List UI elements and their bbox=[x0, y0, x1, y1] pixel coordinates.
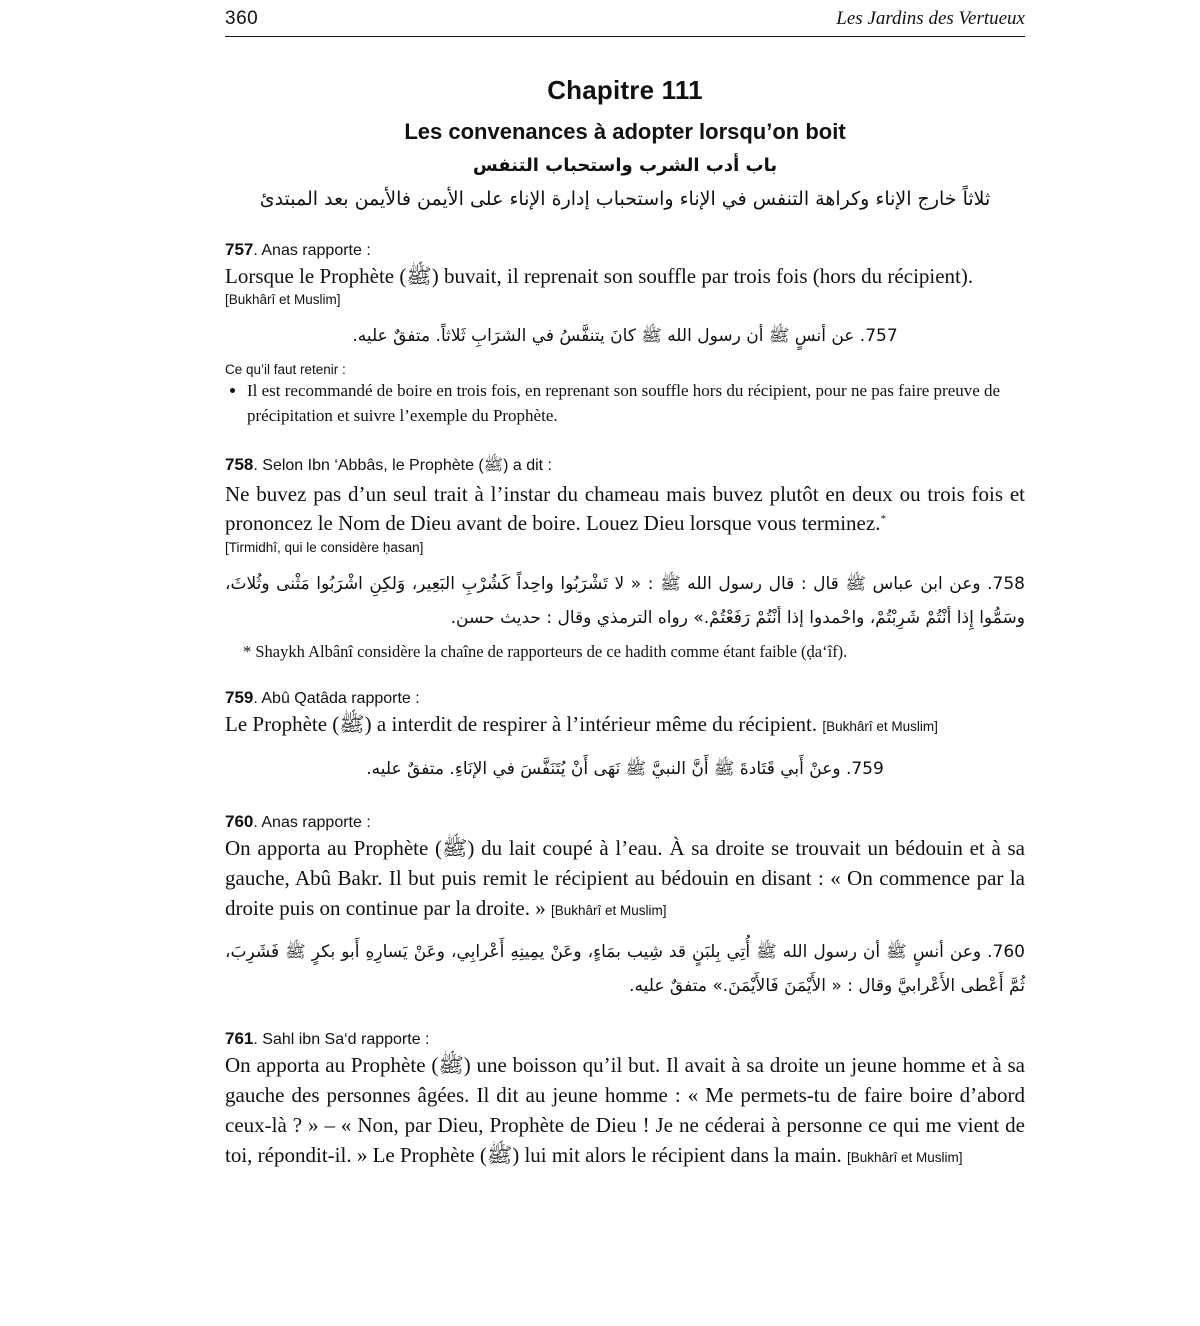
hadith-narrator: . Anas rapporte : bbox=[253, 814, 371, 832]
book-title: Les Jardins des Vertueux bbox=[836, 8, 1025, 29]
hadith-entry bbox=[225, 455, 1025, 663]
hadith-text-arabic: 757. عن أنسٍ ﷺ أن رسول الله ﷺ كانَ يتنفَّسُ في الشرَابِ ثَلاثاً. متفقٌ عليه. bbox=[352, 326, 898, 347]
footnote-marker: * bbox=[880, 513, 886, 526]
hadith-source: [Bukhârî et Muslim] bbox=[822, 719, 938, 735]
hadith-body: On apporta au Prophète (ﷺ) une boisson qu’il but. Il avait à sa droite un jeune homme et à sa gauche des personnes âgées. Il dit au jeune homme : « Me permets-tu de faire boire d’abord ceux-là ? » – « Non, par Dieu, Prophète de Dieu ! Je ne céderai à personne ce qui me vient de toi, répondit-il. » Le Prophète (ﷺ) lui mit alors le récipient dans la main. bbox=[225, 1053, 1025, 1167]
hadith-text-french bbox=[225, 1051, 1025, 1170]
hadith-number: 761 bbox=[225, 1029, 254, 1049]
retain-label: Ce qu’il faut retenir : bbox=[225, 362, 346, 378]
hadith-lead bbox=[225, 240, 1025, 260]
hadith-narrator: . Sahl ibn Sa‘d rapporte : bbox=[253, 1031, 430, 1049]
hadith-number: 760 bbox=[225, 812, 254, 832]
hadith-entry bbox=[225, 1029, 1025, 1170]
hadith-lead bbox=[225, 812, 1025, 832]
chapter-title-arabic: باب أدب الشرب واستحباب التنفس bbox=[472, 155, 778, 176]
hadith-narrator: . Abû Qatâda rapporte : bbox=[253, 690, 420, 708]
page-number: 360 bbox=[225, 8, 259, 29]
hadith-lead bbox=[225, 455, 1025, 478]
hadith-narrator: . Anas rapporte : bbox=[253, 241, 371, 259]
hadith-number: 757 bbox=[225, 239, 254, 259]
hadith-text-arabic: 760. وعن أنسٍ ﷺ أن رسول الله ﷺ أُتِي بِلبَنٍ قد شِيب بمَاءٍ، وعَنْ يمِينِهِ أَعْرابِي، وعَنْ يَسارِهِ أَبو بكرٍ ﷺ فَشَرِبَ، ثُمَّ أَعْطى الأَعْرابيَّ وقال : « الأَيْمَنَ فَالأَيْمَنَ.» متفقٌ عليه. bbox=[225, 942, 1025, 997]
footnote-text: * Shaykh Albânî considère la chaîne de rapporteurs de ce hadith comme étant faible (ḍa‘îf). bbox=[243, 642, 848, 662]
hadith-number: 758 bbox=[225, 454, 254, 474]
hadith-source: [Bukhârî et Muslim] bbox=[846, 1149, 963, 1165]
hadith-source: [Bukhârî et Muslim] bbox=[551, 902, 667, 918]
hadith-number: 759 bbox=[225, 688, 254, 708]
hadith-body: Le Prophète (ﷺ) a interdit de respirer à l’intérieur même du récipient. bbox=[225, 712, 818, 737]
hadith-body: Ne buvez pas d’un seul trait à l’instar du chameau mais buvez plutôt en deux ou trois fois et prononcez le Nom de Dieu avant de boire. Louez Dieu lorsque vous terminez. bbox=[225, 481, 1025, 536]
hadith-text-french bbox=[225, 480, 1025, 540]
hadith-source: [Bukhârî et Muslim] bbox=[225, 292, 341, 308]
retain-list bbox=[225, 379, 1025, 428]
hadith-narrator: . Selon Ibn ‘Abbâs, le Prophète (ﷺ) a dit : bbox=[253, 456, 552, 474]
hadith-text-french bbox=[225, 834, 1025, 923]
hadith-lead bbox=[225, 688, 1025, 708]
hadith-entry bbox=[225, 688, 1025, 786]
chapter-title-french: Les convenances à adopter lorsqu’on boit bbox=[404, 119, 846, 144]
hadith-text-arabic: 758. وعن ابن عباس ﷺ قال : قال رسول الله ﷺ : « لا تَشْرَبُوا واحِداً كَشُرْبِ البَعِير، وَلكِنِ اشْرَبُوا مَثْنى وثُلاثَ، وسَمُّوا إِذا أنْتُمْ شَرِبْتُمْ، واحْمدوا إذا أنْتُمْ رَفَعْتُمْ.» رواه الترمذي وقال : حديث حسن. bbox=[225, 574, 1025, 629]
hadith-entry bbox=[225, 812, 1025, 1003]
running-head bbox=[225, 0, 1025, 37]
hadith-lead bbox=[225, 1029, 1025, 1049]
hadith-entry bbox=[225, 240, 1025, 429]
chapter-number: Chapitre 111 bbox=[547, 75, 703, 105]
hadith-text-arabic: 759. وعنْ أَبي قَتَادةَ ﷺ أَنَّ النبيَّ ﷺ نَهَى أَنْ يُتَنَفَّسَ في الإنَاءِ. متفقٌ عليه. bbox=[366, 759, 884, 780]
chapter-subtitle-arabic: ثلاثاً خارج الإناء وكراهة التنفس في الإناء واستحباب إدارة الإناء على الأيمن فالأيمن بعد المبتدئ bbox=[259, 188, 991, 210]
hadith-text-french: Lorsque le Prophète (ﷺ) buvait, il reprenait son souffle par trois fois (hors du récipient). bbox=[225, 263, 974, 288]
hadith-body: On apporta au Prophète (ﷺ) du lait coupé à l’eau. À sa droite se trouvait un bédouin et à sa gauche, Abû Bakr. Il but puis remit le récipient au bédouin en disant : « On commence par la droite puis on continue par la droite. » bbox=[225, 836, 1026, 920]
hadith-source: [Tirmidhî, qui le considère ḥasan] bbox=[225, 540, 424, 556]
hadith-text-french bbox=[225, 710, 1025, 740]
list-item: • Il est recommandé de boire en trois fois, en reprenant son souffle hors du récipient, pour ne pas faire preuve de précipitation et suivre l’exemple du Prophète. bbox=[247, 379, 1025, 428]
